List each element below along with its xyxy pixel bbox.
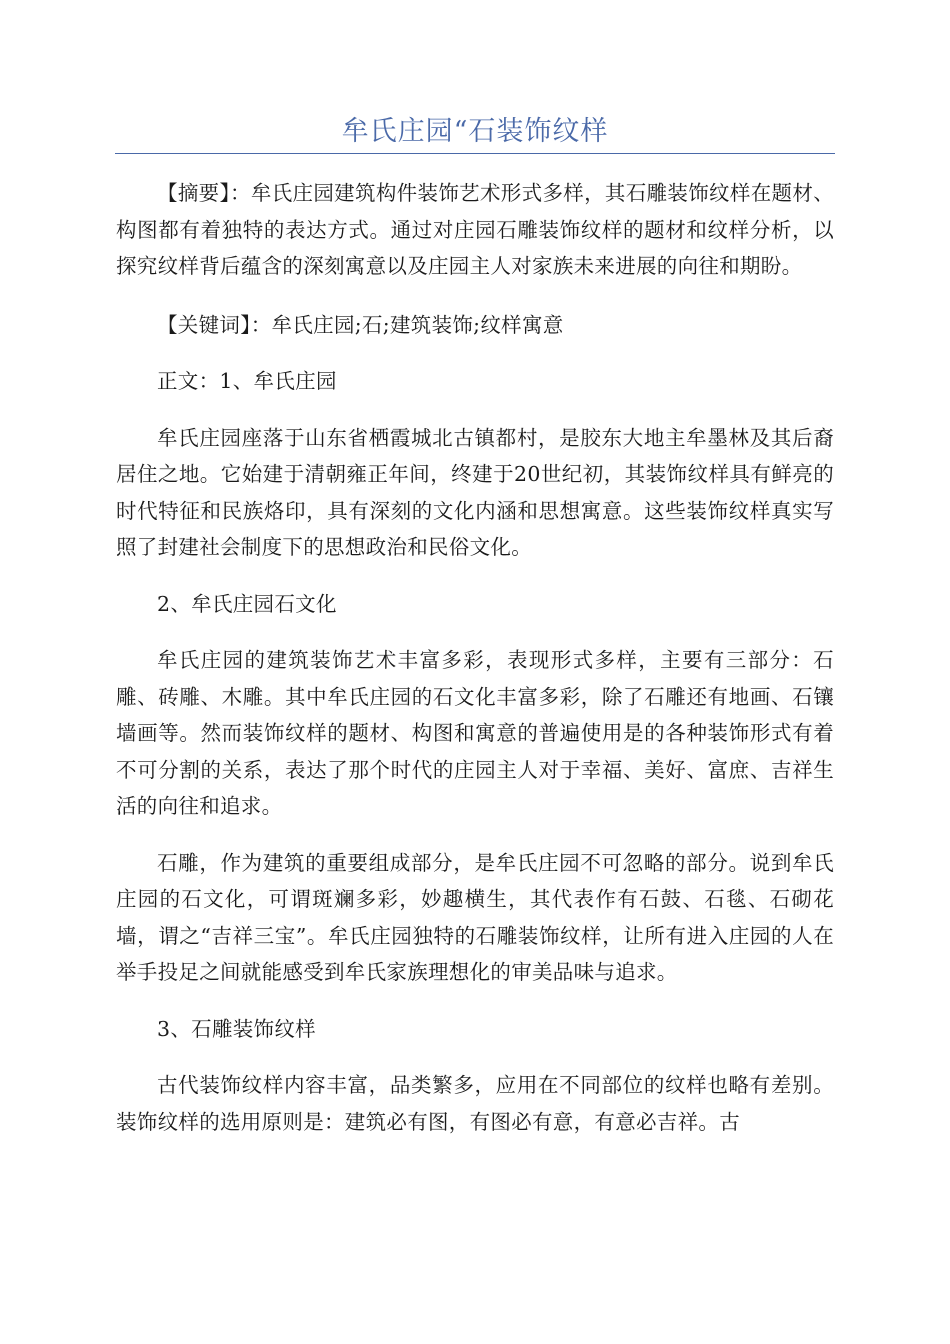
section-1-paragraph: 牟氏庄园座落于山东省栖霞城北古镇都村，是胶东大地主牟墨林及其后裔居住之地。它始建于清朝雍正年间，终建于20世纪初，其装饰纹样具有鲜亮的时代特征和民族烙印，具有深刻的文化内涵和思想寓意。这些装饰纹样真实写照了封建社会制度下的思想政治和民俗文化。 xyxy=(116,425,834,559)
title-underline xyxy=(115,153,835,154)
section-1-heading: 正文：1、牟氏庄园 xyxy=(157,369,337,393)
section-3-paragraph: 古代装饰纹样内容丰富，品类繁多，应用在不同部位的纹样也略有差别。装饰纹样的选用原则是：建筑必有图，有图必有意，有意必吉祥。古 xyxy=(116,1073,834,1134)
section-2-heading: 2、牟氏庄园石文化 xyxy=(157,591,337,616)
document-title: 牟氏庄园“石装饰纹样 xyxy=(341,116,609,147)
document-body xyxy=(116,175,834,1140)
abstract-paragraph: 【摘要】：牟氏庄园建筑构件装饰艺术形式多样，其石雕装饰纹样在题材、构图都有着独特的表达方式。通过对庄园石雕装饰纹样的题材和纹样分析，以探究纹样背后蕴含的深刻寓意以及庄园主人对家族未来进展的向往和期盼。 xyxy=(116,181,834,278)
section-2-paragraph-1: 牟氏庄园的建筑装饰艺术丰富多彩，表现形式多样，主要有三部分：石雕、砖雕、木雕。其中牟氏庄园的石文化丰富多彩，除了石雕还有地画、石镶墙画等。然而装饰纹样的题材、构图和寓意的普遍使用是的各种装饰形式有着不可分割的关系，表达了那个时代的庄园主人对于幸福、美好、富庶、吉祥生活的向往和追求。 xyxy=(116,648,834,818)
keywords-paragraph: 【关键词】：牟氏庄园;石;建筑装饰;纹样寓意 xyxy=(157,312,564,337)
section-2-paragraph-2: 石雕，作为建筑的重要组成部分，是牟氏庄园不可忽略的部分。说到牟氏庄园的石文化，可谓斑斓多彩，妙趣横生，其代表作有石鼓、石毯、石砌花墙，谓之“吉祥三宝”。牟氏庄园独特的石雕装饰纹样，让所有进入庄园的人在举手投足之间就能感受到牟氏家族理想化的审美品味与追求。 xyxy=(116,850,834,984)
section-3-heading: 3、石雕装饰纹样 xyxy=(157,1016,316,1041)
